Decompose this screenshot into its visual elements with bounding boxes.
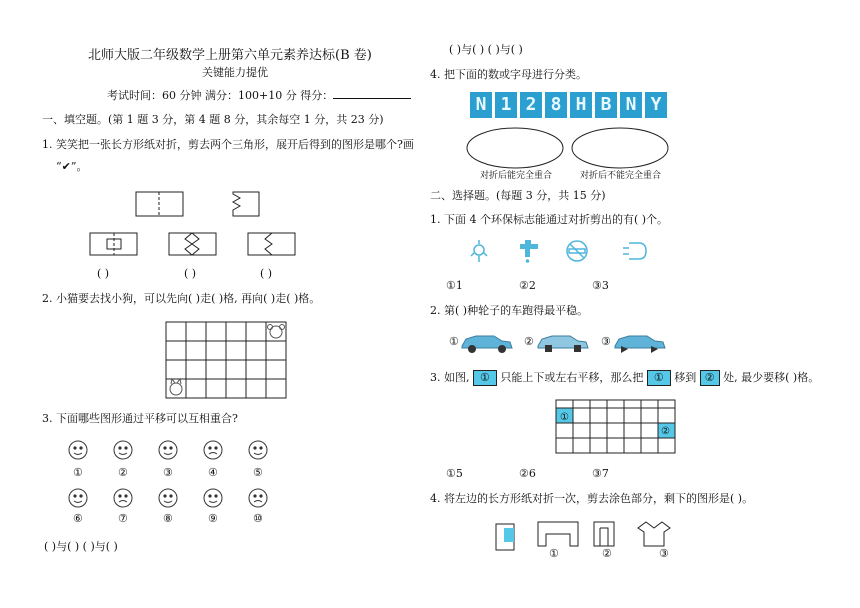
q3-label-8: ⑧ [163,512,173,525]
char-tile: H [570,92,592,118]
grid-label-2: ② [661,426,670,437]
char-tile: 2 [520,92,542,118]
face-icon [114,441,132,459]
s2q3-pre: 3. 如图, [430,371,470,384]
s2q2-opt-1[interactable]: ① [449,335,459,348]
q4-sort-ovals [465,126,675,170]
face-icon [69,441,87,459]
q3-label-2: ② [118,466,128,479]
face-icon [249,489,267,507]
s2q3-opt-3[interactable]: ③7 [592,467,609,480]
q2-text: 2. 小猫要去找小狗，可以先向( )走( )格, 再向( )走( )格。 [42,292,321,305]
s2q2-opt-3[interactable]: ③ [601,335,611,348]
q1-cut-paper [233,192,259,216]
s2q1-opt-3[interactable]: ③3 [592,279,609,292]
s2q3-post: 处, 最少要移( )格。 [723,371,820,384]
no-smoking-icon [567,241,587,261]
q3-label-3: ③ [163,466,173,479]
char-tile: N [470,92,492,118]
q1-choice-a[interactable]: ( ) [97,267,110,280]
q3-label-4: ④ [208,466,218,479]
face-icon [114,489,132,507]
s2q3-grid [556,400,678,454]
q1-choice-c[interactable]: ( ) [260,267,273,280]
q4-text: 4. 把下面的数或字母进行分类。 [430,68,587,81]
exam-info-text: 考试时间：60 分钟 满分：100+10 分 得分： [107,89,334,102]
s2q1-opt-1[interactable]: ①1 [446,279,463,292]
q3-answer[interactable]: ( )与( ) ( )与( ) [44,540,118,553]
plug-icon [623,243,646,259]
q4-chars [470,92,670,118]
face-icon [69,489,87,507]
face-icon [249,441,267,459]
s2q4-shapes [494,518,674,552]
s2q1-eco-icons [465,238,665,268]
face-icon [159,489,177,507]
section2-heading: 二、选择题。(每题 3 分，共 15 分) [430,189,606,202]
page-title: 北师大版二年级数学上册第六单元素养达标(B 卷) [88,48,372,63]
shape-option-1 [538,522,578,546]
q1-text-mark: “✔”。 [56,160,88,173]
s2q3-mid1: 只能上下或左右平移，那么把 [500,371,644,384]
s2q2-text: 2. 第( )种轮子的车跑得最平稳。 [430,304,589,317]
char-tile: B [595,92,617,118]
s2q3-box2: ① [647,370,671,386]
oval-left-label: 对折后能完全重合 [480,171,553,181]
s2q1-opt-2[interactable]: ②2 [519,279,536,292]
s2q2-cars [460,328,670,356]
s2q2-opt-2[interactable]: ② [524,335,534,348]
s2q3-opt-1[interactable]: ①5 [446,467,463,480]
q3-label-9: ⑨ [208,512,218,525]
q3-label-7: ⑦ [118,512,128,525]
face-icon [204,489,222,507]
faucet-icon [520,240,538,263]
q3-label-6: ⑥ [73,512,83,525]
s2q3-mid2: 移到 [674,371,697,384]
oval-right-label: 对折后不能完全重合 [580,171,662,181]
s2q1-text: 1. 下面 4 个环保标志能通过对折剪出的有( )个。 [430,213,669,226]
s2q4-opt-1[interactable]: ① [549,547,559,560]
q2-grid [166,322,288,400]
page-subtitle: 关键能力提优 [202,66,268,79]
q3-label-10: ⑩ [253,512,263,525]
oval-asymmetric[interactable] [572,128,668,168]
s2q4-text: 4. 将左边的长方形纸对折一次，剪去涂色部分，剩下的图形是( )。 [430,492,754,505]
char-tile: N [620,92,642,118]
grid-label-1: ① [560,412,569,423]
face-icon [159,441,177,459]
q3-label-1: ① [73,466,83,479]
q3-text: 3. 下面哪些图形通过平移可以互相重合? [42,412,238,425]
q1-paper-figures [0,0,430,300]
light-bulb-icon [471,240,487,262]
s2q4-opt-3[interactable]: ③ [659,547,669,560]
car-icon [615,336,665,353]
q1-choice-b[interactable]: ( ) [184,267,197,280]
s2q3-box1: ① [473,370,497,386]
q1-option-b-cuts [185,233,199,255]
oval-symmetric[interactable] [467,128,563,168]
folded-paper-shaded [496,524,514,550]
s2q3-line [430,370,819,386]
shape-option-2 [594,522,614,546]
face-icon [204,441,222,459]
shape-option-3 [638,522,670,546]
char-tile: 8 [545,92,567,118]
section1-heading: 一、填空题。(第 1 题 3 分，第 4 题 8 分，其余每空 1 分，共 23 分) [42,113,384,126]
s2q4-opt-2[interactable]: ② [602,547,612,560]
q3-answer-cont[interactable]: ( )与( ) ( )与( ) [449,43,523,56]
s2q3-box3: ② [700,370,720,386]
char-tile: Y [645,92,667,118]
car-icon [462,336,512,353]
car-icon [538,336,588,352]
q1-text: 1. 笑笑把一张长方形纸对折，剪去两个三角形，展开后得到的图形是哪个?画 [42,138,414,151]
dog-icon [268,325,285,339]
q3-label-5: ⑤ [253,466,263,479]
cat-icon [170,379,182,395]
q1-option-c-cuts [265,233,272,255]
s2q3-opt-2[interactable]: ②6 [519,467,536,480]
char-tile: 1 [495,92,517,118]
